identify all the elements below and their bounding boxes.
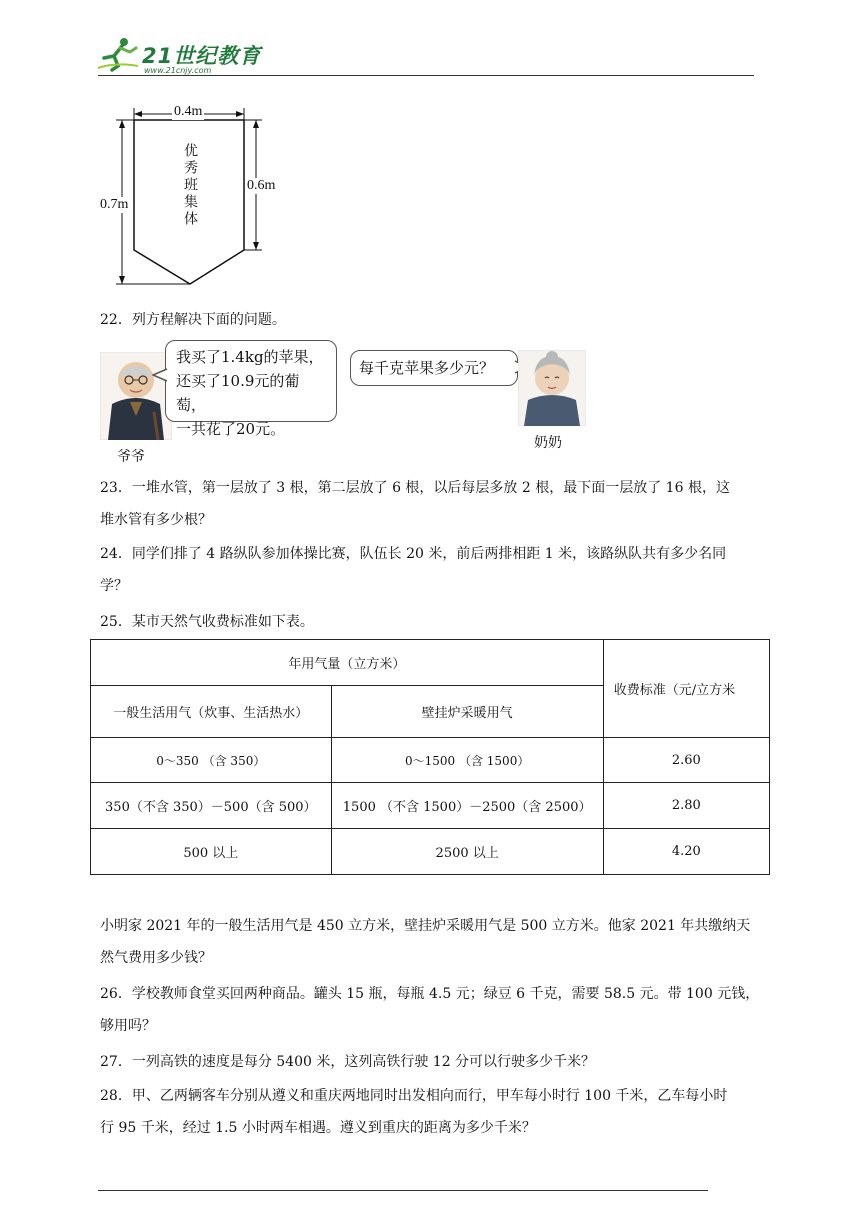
footer-divider xyxy=(98,1190,708,1191)
grandpa-bubble-line-2: 还买了10.9元的葡萄， xyxy=(176,372,300,414)
q25-after-line-2: 然气费用多少钱？ xyxy=(100,950,212,966)
grandpa-label: 爷爷 xyxy=(117,449,145,465)
table-header-usage: 年用气量（立方米） xyxy=(91,640,604,686)
table-cell-price: 2.80 xyxy=(603,783,769,829)
q28-line-2: 行 95 千米，经过 1.5 小时两车相遇。遵义到重庆的距离为多少千米？ xyxy=(100,1120,536,1136)
pennant-width-label: 0.4m xyxy=(174,104,203,119)
q25-after-line-1: 小明家 2021 年的一般生活用气是 450 立方米，壁挂炉采暖用气是 500 立方米。他家 2021 年共缴纳天 xyxy=(100,918,751,934)
table-header-general: 一般生活用气（炊事、生活热水） xyxy=(91,686,332,738)
q22-text: 22．列方程解决下面的问题。 xyxy=(100,312,286,328)
q28-line-1: 28．甲、乙两辆客车分别从遵义和重庆两地同时出发相向而行，甲车每小时行 100 千米，乙车每小时 xyxy=(100,1088,728,1104)
table-row xyxy=(91,738,770,783)
table-cell-price: 2.60 xyxy=(603,738,769,783)
table-row xyxy=(91,829,770,875)
logo-text: 21世纪教育 xyxy=(142,44,262,68)
table-cell-general: 500 以上 xyxy=(91,829,332,875)
table-row xyxy=(91,783,770,829)
grandpa-speech-bubble xyxy=(165,340,337,438)
table-cell-price: 4.20 xyxy=(603,829,769,875)
q24-line-1: 24．同学们排了 4 路纵队参加体操比赛，队伍长 20 米，前后两排相距 1 米，该路纵队共有多少名同 xyxy=(100,546,727,562)
logo-url: www.21cnjy.com xyxy=(144,66,212,75)
grandma-label: 奶奶 xyxy=(534,435,562,451)
q26-line-2: 够用吗？ xyxy=(100,1018,156,1034)
table-cell-general: 350（不含 350）－500（含 500） xyxy=(91,783,332,829)
grandma-illustration xyxy=(518,350,586,426)
header-divider xyxy=(98,75,754,76)
pennant-right-height-label: 0.6m xyxy=(247,178,276,193)
table-cell-heating: 2500 以上 xyxy=(331,829,603,875)
table-header-price: 收费标准（元/立方米 xyxy=(603,640,769,738)
grandma-speech-bubble xyxy=(350,350,518,386)
gas-fee-table xyxy=(90,639,770,875)
table-cell-general: 0～350 （含 350） xyxy=(91,738,332,783)
q23-line-1: 23．一堆水管，第一层放了 3 根，第二层放了 6 根，以后每层多放 2 根，最下面一层放了 16 根，这 xyxy=(100,480,730,496)
q27-line-1: 27．一列高铁的速度是每分 5400 米，这列高铁行驶 12 分可以行驶多少千米？ xyxy=(100,1054,596,1070)
header-logo-icon xyxy=(96,36,140,72)
grandma-bubble-text: 每千克苹果多少元？ xyxy=(359,359,495,377)
grandpa-bubble-line-1: 我买了1.4kg的苹果， xyxy=(176,348,324,366)
table-header-heating: 壁挂炉采暖用气 xyxy=(331,686,603,738)
grandpa-bubble-tail xyxy=(152,368,168,382)
q26-line-1: 26．学校教师食堂买回两种商品。罐头 15 瓶，每瓶 4.5 元；绿豆 6 千克，需要 58.5 元。带 100 元钱， xyxy=(100,986,760,1002)
table-cell-heating: 0～1500 （含 1500） xyxy=(331,738,603,783)
pennant-text: 优秀班集体 xyxy=(182,143,198,228)
grandpa-illustration xyxy=(100,352,172,440)
q25-intro: 25．某市天然气收费标准如下表。 xyxy=(100,614,314,630)
grandpa-bubble-line-3: 一共花了20元。 xyxy=(176,420,286,438)
table-cell-heating: 1500 （不含 1500）－2500（含 2500） xyxy=(331,783,603,829)
q23-line-2: 堆水管有多少根？ xyxy=(100,512,212,528)
pennant-left-height-label: 0.7m xyxy=(100,197,129,212)
q24-line-2: 学？ xyxy=(100,578,128,594)
